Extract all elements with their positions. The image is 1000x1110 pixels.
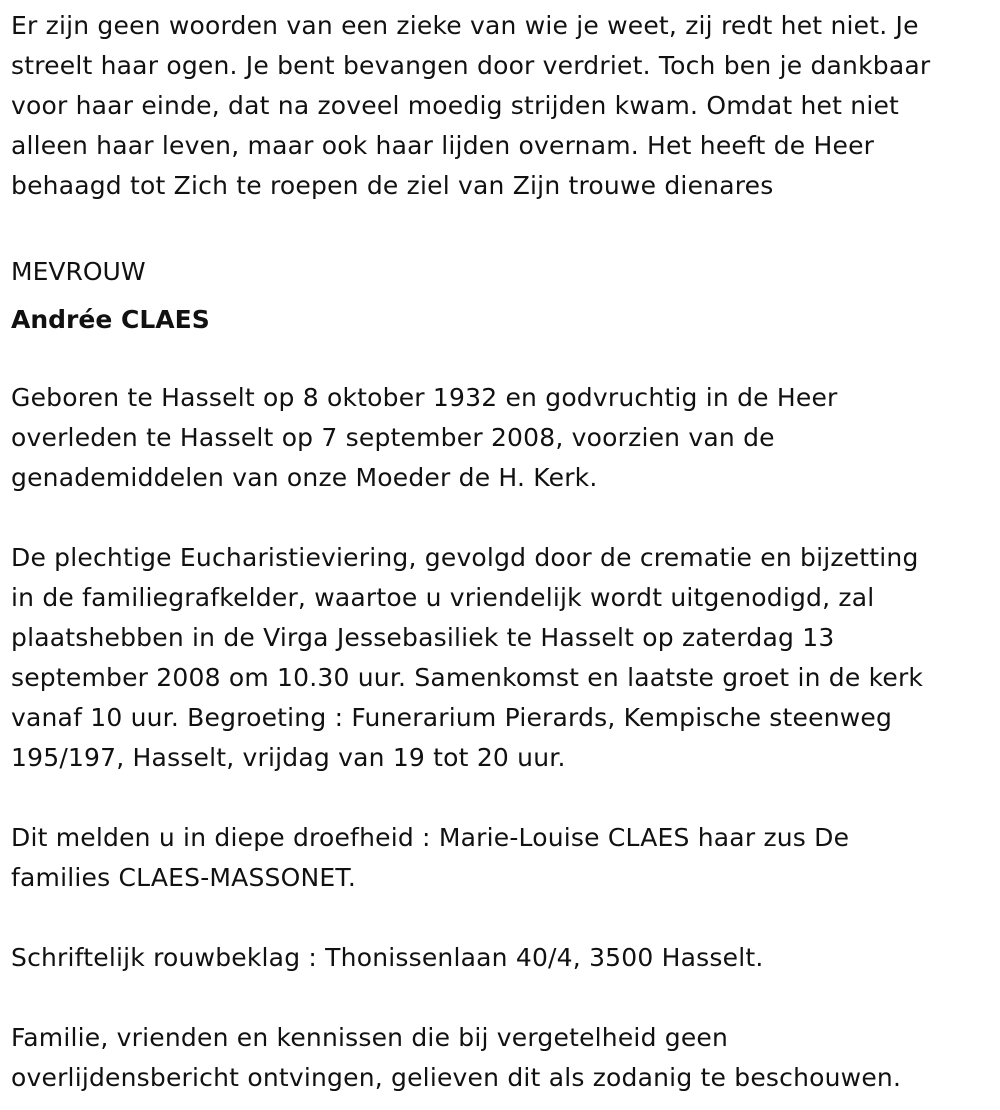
ceremony-paragraph <box>11 538 991 778</box>
intro-line: streelt haar ogen. Je bent bevangen door verdriet. Toch ben je dankbaar <box>11 51 931 80</box>
announcers-line: Dit melden u in diepe droefheid : Marie-Louise CLAES haar zus De <box>11 823 850 852</box>
birth-death-paragraph <box>11 378 991 498</box>
obituary-notice <box>11 0 991 1098</box>
announcers-paragraph <box>11 818 991 898</box>
birth-death-line: overleden te Hasselt op 7 september 2008, voorzien van de <box>11 423 775 452</box>
intro-paragraph <box>11 6 991 206</box>
condolence-paragraph <box>11 938 991 978</box>
announcers-line: families CLAES-MASSONET. <box>11 863 357 892</box>
ceremony-line: vanaf 10 uur. Begroeting : Funerarium Pierards, Kempische steenweg <box>11 703 893 732</box>
intro-line: alleen haar leven, maar ook haar lijden overnam. Het heeft de Heer <box>11 131 875 160</box>
ceremony-line: plaatshebben in de Virga Jessebasiliek te Hasselt op zaterdag 13 <box>11 623 835 652</box>
ceremony-line: De plechtige Eucharistieviering, gevolgd door de crematie en bijzetting <box>11 543 919 572</box>
closing-line: Familie, vrienden en kennissen die bij vergetelheid geen <box>11 1023 729 1052</box>
birth-death-line: Geboren te Hasselt op 8 oktober 1932 en godvruchtig in de Heer <box>11 383 838 412</box>
deceased-name: Andrée CLAES <box>11 305 210 334</box>
ceremony-line: in de familiegrafkelder, waartoe u vriendelijk wordt uitgenodigd, zal <box>11 583 875 612</box>
intro-line: voor haar einde, dat na zoveel moedig strijden kwam. Omdat het niet <box>11 91 900 120</box>
ceremony-line: september 2008 om 10.30 uur. Samenkomst en laatste groet in de kerk <box>11 663 924 692</box>
birth-death-line: genademiddelen van onze Moeder de H. Kerk. <box>11 463 598 492</box>
honorific-title: MEVROUW <box>11 257 146 286</box>
intro-line: behaagd tot Zich te roepen de ziel van Zijn trouwe dienares <box>11 171 774 200</box>
closing-paragraph <box>11 1018 991 1098</box>
intro-line: Er zijn geen woorden van een zieke van wie je weet, zij redt het niet. Je <box>11 11 919 40</box>
ceremony-line: 195/197, Hasselt, vrijdag van 19 tot 20 uur. <box>11 743 566 772</box>
condolence-line: Schriftelijk rouwbeklag : Thonissenlaan 40/4, 3500 Hasselt. <box>11 943 764 972</box>
closing-line: overlijdensbericht ontvingen, gelieven dit als zodanig te beschouwen. <box>11 1063 902 1092</box>
